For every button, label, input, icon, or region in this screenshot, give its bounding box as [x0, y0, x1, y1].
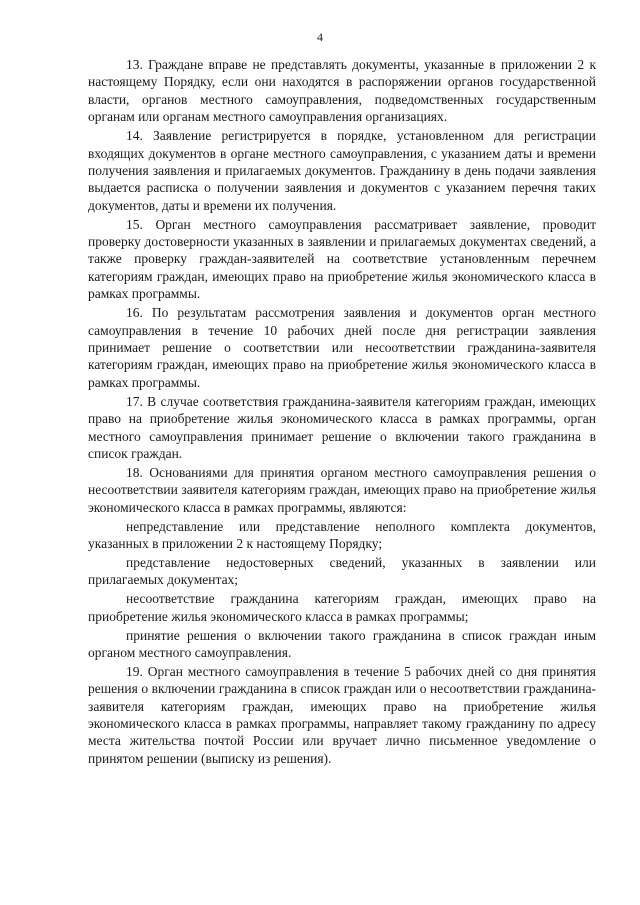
paragraph-18-item-1: непредставление или представление неполного комплекта документов, указанных в приложении 2 к настоящему Порядку;: [88, 518, 596, 551]
page-number: 4: [317, 30, 323, 44]
paragraph-17: 17. В случае соответствия гражданина-заявителя категориям граждан, имеющих право на приобретение жилья экономического класса в рамках программы, орган местного самоуправления принимает решение о включении такого гражданина в список граждан.: [88, 393, 596, 461]
document-body: [88, 56, 596, 769]
paragraph-19: 19. Орган местного самоуправления в течение 5 рабочих дней со дня принятия решения о включении гражданина в список граждан или о несоответствии гражданина-заявителя категориям граждан, имеющих право на приобретение жилья экономического класса в рамках программы, направляет такому гражданину по адресу места жительства почтой России или вручает лично письменное уведомление о принятом решении (выписку из решения).: [88, 663, 596, 766]
paragraph-18-item-2: представление недостоверных сведений, указанных в заявлении или прилагаемых документах;: [88, 554, 596, 588]
paragraph-18: 18. Основаниями для принятия органом местного самоуправления решения о несоответствии заявителя категориям граждан, имеющих право на приобретение жилья экономического класса в рамках программы, являются:: [88, 464, 596, 515]
paragraph-18-item-3: несоответствие гражданина категориям граждан, имеющих право на приобретение жилья экономического класса в рамках программы;: [88, 591, 596, 624]
paragraph-14: 14. Заявление регистрируется в порядке, установленном для регистрации входящих документов в органе местного самоуправления, с указанием даты и времени получения заявления и прилагаемых документов. Гражданину в день подачи заявления выдается расписка о получении заявления и документов с указанием перечня таких документов, даты и времени их получения.: [88, 128, 596, 213]
paragraph-16: 16. По результатам рассмотрения заявления и документов орган местного самоуправления в течение 10 рабочих дней после дня регистрации заявления принимает решение о соответствии или несоответствии гражданина-заявителя категориям граждан, имеющих право на приобретение жилья экономического класса в рамках программы.: [88, 305, 596, 390]
paragraph-15: 15. Орган местного самоуправления рассматривает заявление, проводит проверку достоверности указанных в заявлении и прилагаемых документах сведений, а также проверку граждан-заявителей на соответствие установленным перечнем категориям граждан, имеющих право на приобретение жилья экономического класса в рамках программы.: [88, 216, 596, 302]
paragraph-13: 13. Граждане вправе не представлять документы, указанные в приложении 2 к настоящему Порядку, если они находятся в распоряжении органов государственной власти, органов местного самоуправления, подведомственных государственным органам или органам местного самоуправления организациях.: [88, 57, 596, 125]
paragraph-18-item-4: принятие решения о включении такого гражданина в список граждан иным органом местного самоуправления.: [88, 627, 596, 660]
